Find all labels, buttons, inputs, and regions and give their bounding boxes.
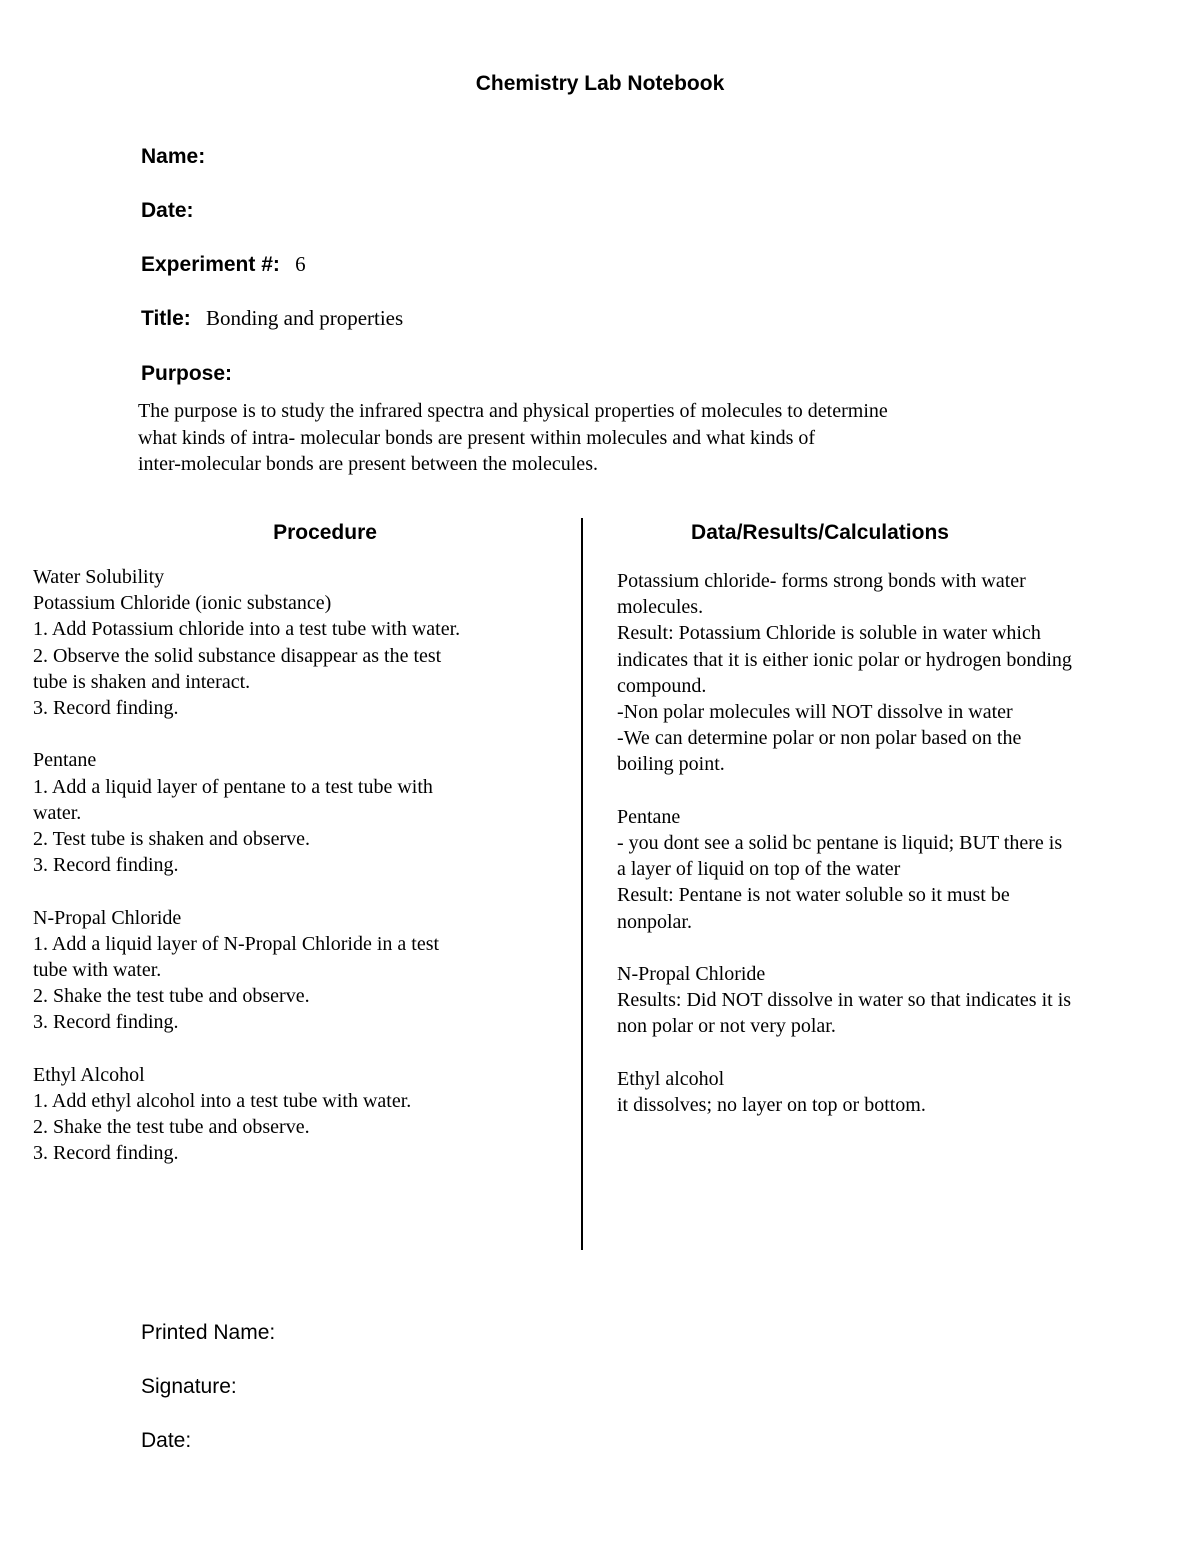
blank-line (33, 878, 573, 904)
blank-line (33, 721, 573, 747)
results-line: Potassium chloride- forms strong bonds with water (617, 570, 1026, 592)
procedure-line: tube with water. (33, 959, 162, 982)
purpose-field (141, 361, 232, 386)
date-field (141, 198, 194, 223)
purpose-line: inter-molecular bonds are present between the molecules. (138, 453, 598, 475)
procedure-line: water. (33, 801, 82, 824)
title-value: Bonding and properties (206, 306, 404, 330)
results-line: Ethyl alcohol (617, 1067, 725, 1090)
purpose-line: what kinds of intra- molecular bonds are present within molecules and what kinds of (138, 426, 816, 449)
procedure-line: Water Solubility (33, 566, 165, 588)
procedure-line: 2. Observe the solid substance disappear as the test (33, 644, 442, 667)
column-divider (581, 518, 583, 1250)
purpose-text (138, 398, 1038, 478)
results-line: -We can determine polar or non polar based on the (617, 727, 1022, 750)
name-label: Name: (141, 145, 206, 168)
procedure-line: Pentane (33, 749, 97, 772)
results-line: Pentane (617, 805, 681, 828)
results-line: -Non polar molecules will NOT dissolve in water (617, 701, 1013, 724)
results-line: a layer of liquid on top of the water (617, 858, 901, 881)
procedure-line: 1. Add a liquid layer of N-Propal Chloride in a test (33, 932, 440, 955)
experiment-field (141, 252, 306, 277)
results-line: compound. (617, 674, 707, 697)
blank-line (33, 1036, 573, 1062)
footer-date-label: Date: (141, 1429, 192, 1452)
procedure-line: 2. Shake the test tube and observe. (33, 985, 310, 1008)
procedure-line: 3. Record finding. (33, 1011, 179, 1034)
name-field (141, 144, 205, 169)
results-line: - you dont see a solid bc pentane is liquid; BUT there is (617, 832, 1063, 855)
experiment-label: Experiment #: (141, 253, 280, 276)
results-heading: Data/Results/Calculations (691, 521, 949, 544)
procedure-heading: Procedure (273, 521, 377, 544)
purpose-label: Purpose: (141, 362, 233, 385)
blank-line (617, 1040, 1187, 1066)
results-line: indicates that it is either ionic polar or hydrogen bonding (617, 648, 1072, 671)
results-line: N-Propal Chloride (617, 963, 766, 986)
procedure-line: 1. Add Potassium chloride into a test tube with water. (33, 618, 461, 641)
signature-label: Signature: (141, 1375, 237, 1398)
purpose-line: The purpose is to study the infrared spectra and physical properties of molecules to determine (138, 400, 888, 422)
procedure-line: Ethyl Alcohol (33, 1063, 145, 1086)
procedure-line: 3. Record finding. (33, 1142, 179, 1165)
page-title: Chemistry Lab Notebook (475, 72, 725, 95)
blank-line (617, 778, 1187, 804)
procedure-line: 1. Add a liquid layer of pentane to a test tube with (33, 775, 433, 798)
procedure-line: tube is shaken and interact. (33, 670, 251, 693)
title-field (141, 306, 403, 331)
results-line: non polar or not very polar. (617, 1015, 836, 1038)
results-line: Result: Potassium Chloride is soluble in water which (617, 622, 1041, 645)
procedure-line: 2. Test tube is shaken and observe. (33, 828, 311, 851)
procedure-line: 1. Add ethyl alcohol into a test tube with water. (33, 1090, 412, 1113)
results-line: Results: Did NOT dissolve in water so that indicates it is (617, 989, 1072, 1012)
title-label: Title: (141, 307, 191, 330)
results-line: boiling point. (617, 753, 725, 776)
blank-line (617, 935, 1187, 961)
procedure-line: 2. Shake the test tube and observe. (33, 1116, 310, 1139)
results-line: it dissolves; no layer on top or bottom. (617, 1094, 926, 1117)
date-label: Date: (141, 199, 194, 222)
procedure-line: 3. Record finding. (33, 697, 179, 720)
procedure-column (33, 564, 573, 1167)
printed-name-label: Printed Name: (141, 1321, 276, 1344)
procedure-line: 3. Record finding. (33, 854, 179, 877)
procedure-line: Potassium Chloride (ionic substance) (33, 592, 332, 615)
experiment-value: 6 (295, 252, 306, 276)
results-line: molecules. (617, 596, 704, 619)
procedure-line: N-Propal Chloride (33, 906, 182, 929)
results-line: Result: Pentane is not water soluble so it must be (617, 884, 1010, 907)
results-column (617, 568, 1187, 1118)
results-line: nonpolar. (617, 910, 692, 933)
